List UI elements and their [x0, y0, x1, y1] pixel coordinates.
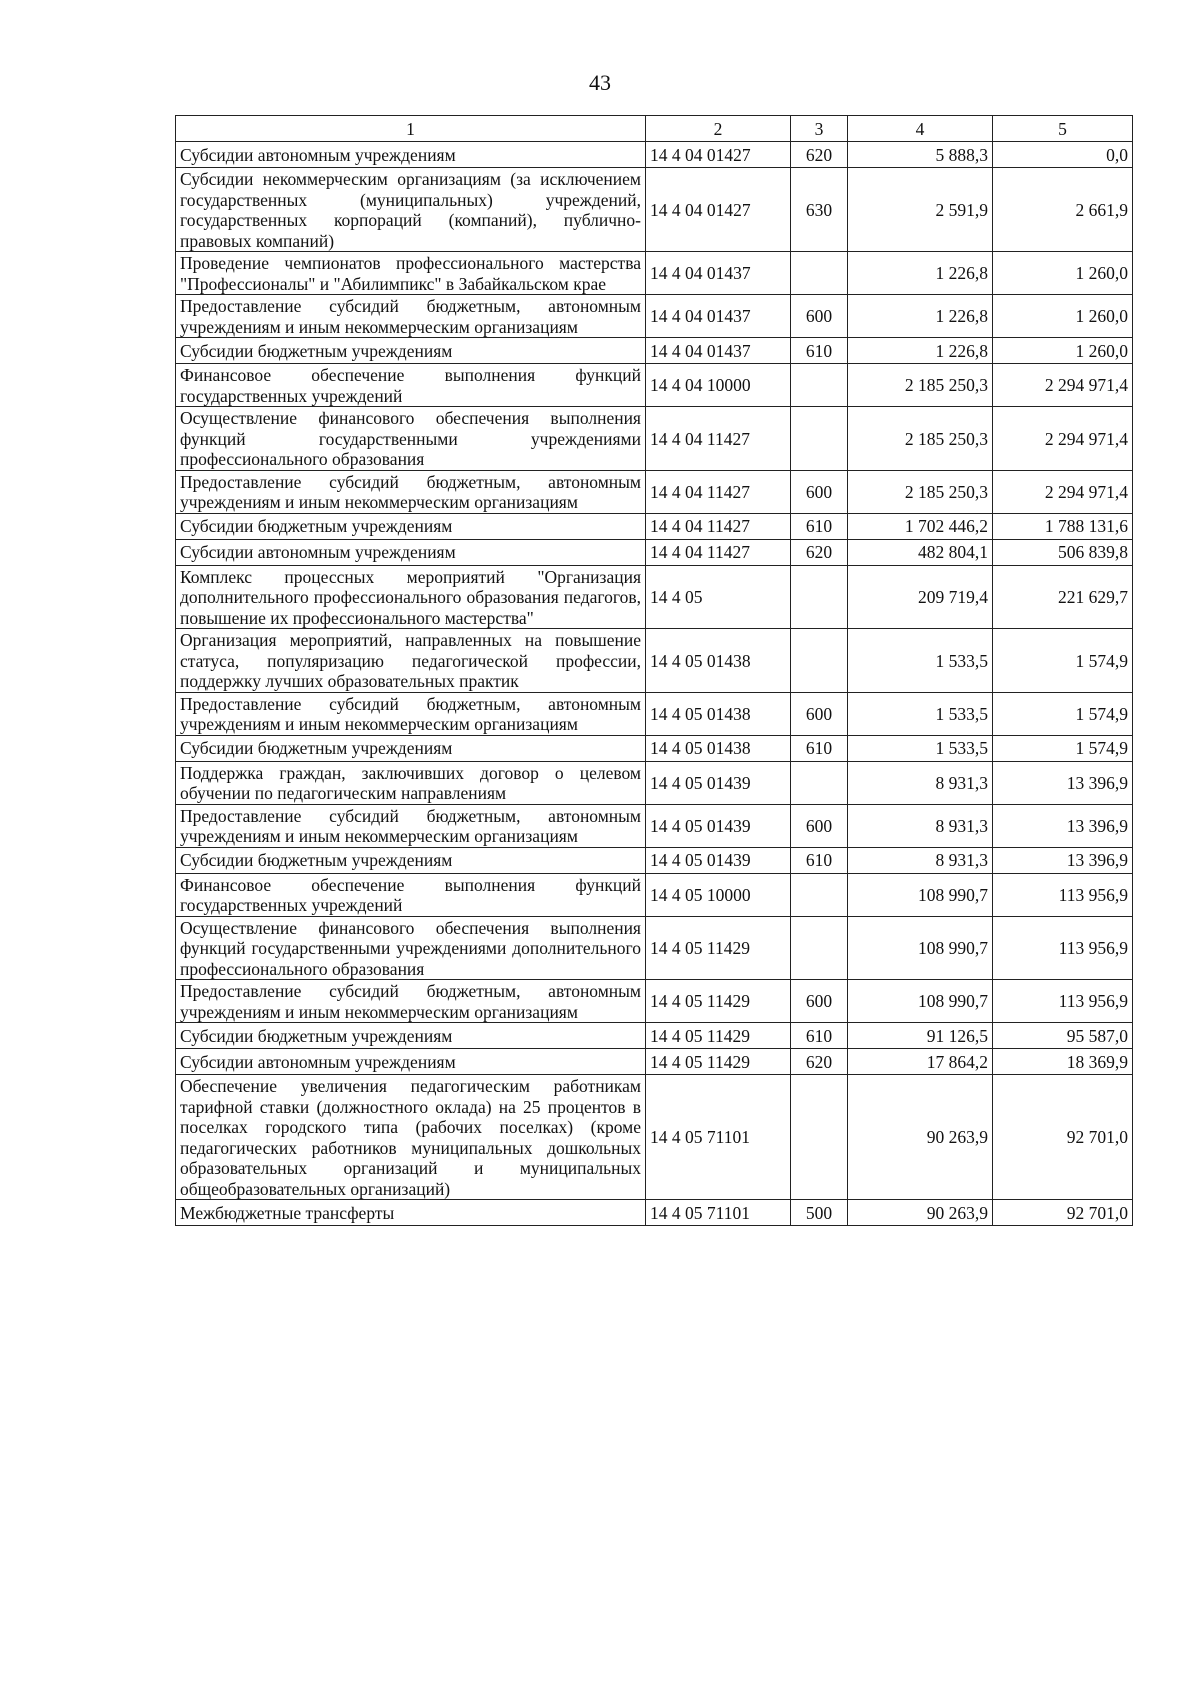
amount-year-2: 1 788 131,6	[993, 513, 1133, 539]
target-article-code: 14 4 04 01437	[646, 338, 791, 364]
expense-type-code	[791, 873, 848, 916]
item-name: Осуществление финансового обеспечения выполнения функций государственными учреждениями профессионального образования	[176, 407, 646, 471]
column-header-5: 5	[993, 116, 1133, 142]
expense-type-code: 620	[791, 142, 848, 168]
target-article-code: 14 4 05 11429	[646, 1049, 791, 1075]
amount-year-1: 5 888,3	[848, 142, 993, 168]
target-article-code: 14 4 05 71101	[646, 1075, 791, 1200]
amount-year-2: 113 956,9	[993, 916, 1133, 980]
target-article-code: 14 4 05 11429	[646, 980, 791, 1023]
amount-year-1: 2 591,9	[848, 168, 993, 252]
amount-year-1: 1 533,5	[848, 629, 993, 693]
table-row	[176, 692, 1133, 735]
expense-type-code: 630	[791, 168, 848, 252]
table-row	[176, 629, 1133, 693]
amount-year-1: 108 990,7	[848, 916, 993, 980]
amount-year-2: 221 629,7	[993, 565, 1133, 629]
target-article-code: 14 4 04 11427	[646, 539, 791, 565]
table-row	[176, 804, 1133, 847]
amount-year-2: 13 396,9	[993, 804, 1133, 847]
item-name: Субсидии некоммерческим организациям (за исключением государственных (муниципальных) учреждений, государственных корпораций (компаний), публично-правовых компаний)	[176, 168, 646, 252]
table-row	[176, 252, 1133, 295]
item-name: Субсидии бюджетным учреждениям	[176, 847, 646, 873]
item-name: Субсидии бюджетным учреждениям	[176, 735, 646, 761]
expense-type-code: 500	[791, 1200, 848, 1226]
item-name: Предоставление субсидий бюджетным, автономным учреждениям и иным некоммерческим организациям	[176, 692, 646, 735]
column-header-4: 4	[848, 116, 993, 142]
item-name: Поддержка граждан, заключивших договор о целевом обучении по педагогическим направлениям	[176, 761, 646, 804]
item-name: Субсидии автономным учреждениям	[176, 142, 646, 168]
table-row	[176, 295, 1133, 338]
table-row	[176, 1023, 1133, 1049]
amount-year-2: 18 369,9	[993, 1049, 1133, 1075]
table-row	[176, 980, 1133, 1023]
target-article-code: 14 4 05	[646, 565, 791, 629]
table-row	[176, 364, 1133, 407]
target-article-code: 14 4 05 01439	[646, 761, 791, 804]
table-row	[176, 847, 1133, 873]
target-article-code: 14 4 05 01439	[646, 804, 791, 847]
header-row	[176, 116, 1133, 142]
expense-type-code	[791, 364, 848, 407]
expense-type-code: 620	[791, 539, 848, 565]
expense-type-code: 620	[791, 1049, 848, 1075]
amount-year-2: 2 294 971,4	[993, 470, 1133, 513]
amount-year-1: 91 126,5	[848, 1023, 993, 1049]
item-name: Предоставление субсидий бюджетным, автономным учреждениям и иным некоммерческим организациям	[176, 804, 646, 847]
amount-year-2: 113 956,9	[993, 873, 1133, 916]
expense-type-code: 600	[791, 980, 848, 1023]
expense-type-code: 600	[791, 804, 848, 847]
item-name: Проведение чемпионатов профессионального мастерства "Профессионалы" и "Абилимпикс" в Забайкальском крае	[176, 252, 646, 295]
table-row	[176, 142, 1133, 168]
table-row	[176, 407, 1133, 471]
target-article-code: 14 4 04 01437	[646, 252, 791, 295]
amount-year-1: 209 719,4	[848, 565, 993, 629]
amount-year-1: 8 931,3	[848, 761, 993, 804]
item-name: Субсидии автономным учреждениям	[176, 539, 646, 565]
table-row	[176, 513, 1133, 539]
table-row	[176, 1075, 1133, 1200]
table-row	[176, 565, 1133, 629]
amount-year-1: 1 226,8	[848, 295, 993, 338]
table-row	[176, 873, 1133, 916]
expense-type-code	[791, 1075, 848, 1200]
expense-type-code	[791, 252, 848, 295]
column-header-1: 1	[176, 116, 646, 142]
target-article-code: 14 4 04 01427	[646, 142, 791, 168]
target-article-code: 14 4 05 11429	[646, 1023, 791, 1049]
amount-year-1: 17 864,2	[848, 1049, 993, 1075]
target-article-code: 14 4 04 11427	[646, 407, 791, 471]
budget-table	[175, 115, 1133, 1226]
amount-year-2: 95 587,0	[993, 1023, 1133, 1049]
table-row	[176, 539, 1133, 565]
item-name: Обеспечение увеличения педагогическим работникам тарифной ставки (должностного оклада) на 25 процентов в поселках городского типа (рабочих поселках) (кроме педагогических работников муниципальных дошкольных образовательных организаций и муниципальных общеобразовательных организаций)	[176, 1075, 646, 1200]
expense-type-code	[791, 565, 848, 629]
expense-type-code	[791, 629, 848, 693]
target-article-code: 14 4 04 11427	[646, 513, 791, 539]
target-article-code: 14 4 05 11429	[646, 916, 791, 980]
amount-year-1: 108 990,7	[848, 980, 993, 1023]
item-name: Межбюджетные трансферты	[176, 1200, 646, 1226]
item-name: Субсидии бюджетным учреждениям	[176, 513, 646, 539]
target-article-code: 14 4 04 01437	[646, 295, 791, 338]
amount-year-1: 1 226,8	[848, 252, 993, 295]
amount-year-1: 2 185 250,3	[848, 407, 993, 471]
target-article-code: 14 4 05 01439	[646, 847, 791, 873]
item-name: Предоставление субсидий бюджетным, автономным учреждениям и иным некоммерческим организациям	[176, 470, 646, 513]
table-header	[176, 116, 1133, 142]
target-article-code: 14 4 04 11427	[646, 470, 791, 513]
expense-type-code	[791, 916, 848, 980]
target-article-code: 14 4 04 01427	[646, 168, 791, 252]
column-header-2: 2	[646, 116, 791, 142]
expense-type-code: 610	[791, 513, 848, 539]
target-article-code: 14 4 05 01438	[646, 735, 791, 761]
item-name: Осуществление финансового обеспечения выполнения функций государственными учреждениями дополнительного профессионального образования	[176, 916, 646, 980]
expense-type-code: 600	[791, 470, 848, 513]
amount-year-2: 92 701,0	[993, 1075, 1133, 1200]
table-row	[176, 1200, 1133, 1226]
table-row	[176, 916, 1133, 980]
item-name: Субсидии автономным учреждениям	[176, 1049, 646, 1075]
item-name: Субсидии бюджетным учреждениям	[176, 338, 646, 364]
target-article-code: 14 4 05 71101	[646, 1200, 791, 1226]
item-name: Финансовое обеспечение выполнения функций государственных учреждений	[176, 364, 646, 407]
item-name: Субсидии бюджетным учреждениям	[176, 1023, 646, 1049]
page-number: 43	[589, 70, 611, 95]
amount-year-2: 0,0	[993, 142, 1133, 168]
amount-year-2: 1 574,9	[993, 735, 1133, 761]
expense-type-code	[791, 761, 848, 804]
column-header-3: 3	[791, 116, 848, 142]
amount-year-1: 2 185 250,3	[848, 470, 993, 513]
amount-year-1: 1 226,8	[848, 338, 993, 364]
amount-year-2: 113 956,9	[993, 980, 1133, 1023]
table-row	[176, 761, 1133, 804]
target-article-code: 14 4 05 10000	[646, 873, 791, 916]
amount-year-2: 1 260,0	[993, 338, 1133, 364]
expense-type-code: 600	[791, 692, 848, 735]
item-name: Предоставление субсидий бюджетным, автономным учреждениям и иным некоммерческим организациям	[176, 295, 646, 338]
amount-year-2: 2 294 971,4	[993, 364, 1133, 407]
amount-year-2: 1 260,0	[993, 252, 1133, 295]
amount-year-2: 2 661,9	[993, 168, 1133, 252]
table-row	[176, 470, 1133, 513]
amount-year-1: 90 263,9	[848, 1200, 993, 1226]
item-name: Финансовое обеспечение выполнения функций государственных учреждений	[176, 873, 646, 916]
expense-type-code: 610	[791, 1023, 848, 1049]
expense-type-code	[791, 407, 848, 471]
expense-type-code: 610	[791, 735, 848, 761]
target-article-code: 14 4 04 10000	[646, 364, 791, 407]
expense-type-code: 610	[791, 338, 848, 364]
amount-year-1: 8 931,3	[848, 847, 993, 873]
amount-year-2: 13 396,9	[993, 761, 1133, 804]
table-row	[176, 1049, 1133, 1075]
amount-year-1: 1 702 446,2	[848, 513, 993, 539]
target-article-code: 14 4 05 01438	[646, 692, 791, 735]
amount-year-1: 90 263,9	[848, 1075, 993, 1200]
table-row	[176, 338, 1133, 364]
item-name: Предоставление субсидий бюджетным, автономным учреждениям и иным некоммерческим организациям	[176, 980, 646, 1023]
amount-year-2: 506 839,8	[993, 539, 1133, 565]
amount-year-1: 1 533,5	[848, 692, 993, 735]
target-article-code: 14 4 05 01438	[646, 629, 791, 693]
amount-year-2: 1 260,0	[993, 295, 1133, 338]
amount-year-1: 482 804,1	[848, 539, 993, 565]
amount-year-2: 1 574,9	[993, 629, 1133, 693]
amount-year-1: 8 931,3	[848, 804, 993, 847]
expense-type-code: 600	[791, 295, 848, 338]
item-name: Комплекс процессных мероприятий "Организация дополнительного профессионального образования педагогов, повышение их профессионального мастерства"	[176, 565, 646, 629]
amount-year-1: 108 990,7	[848, 873, 993, 916]
table-row	[176, 735, 1133, 761]
amount-year-1: 1 533,5	[848, 735, 993, 761]
amount-year-2: 1 574,9	[993, 692, 1133, 735]
table-row	[176, 168, 1133, 252]
amount-year-2: 92 701,0	[993, 1200, 1133, 1226]
amount-year-2: 2 294 971,4	[993, 407, 1133, 471]
expense-type-code: 610	[791, 847, 848, 873]
item-name: Организация мероприятий, направленных на повышение статуса, популяризацию педагогической профессии, поддержку лучших образовательных практик	[176, 629, 646, 693]
table-body	[176, 142, 1133, 1226]
amount-year-1: 2 185 250,3	[848, 364, 993, 407]
amount-year-2: 13 396,9	[993, 847, 1133, 873]
